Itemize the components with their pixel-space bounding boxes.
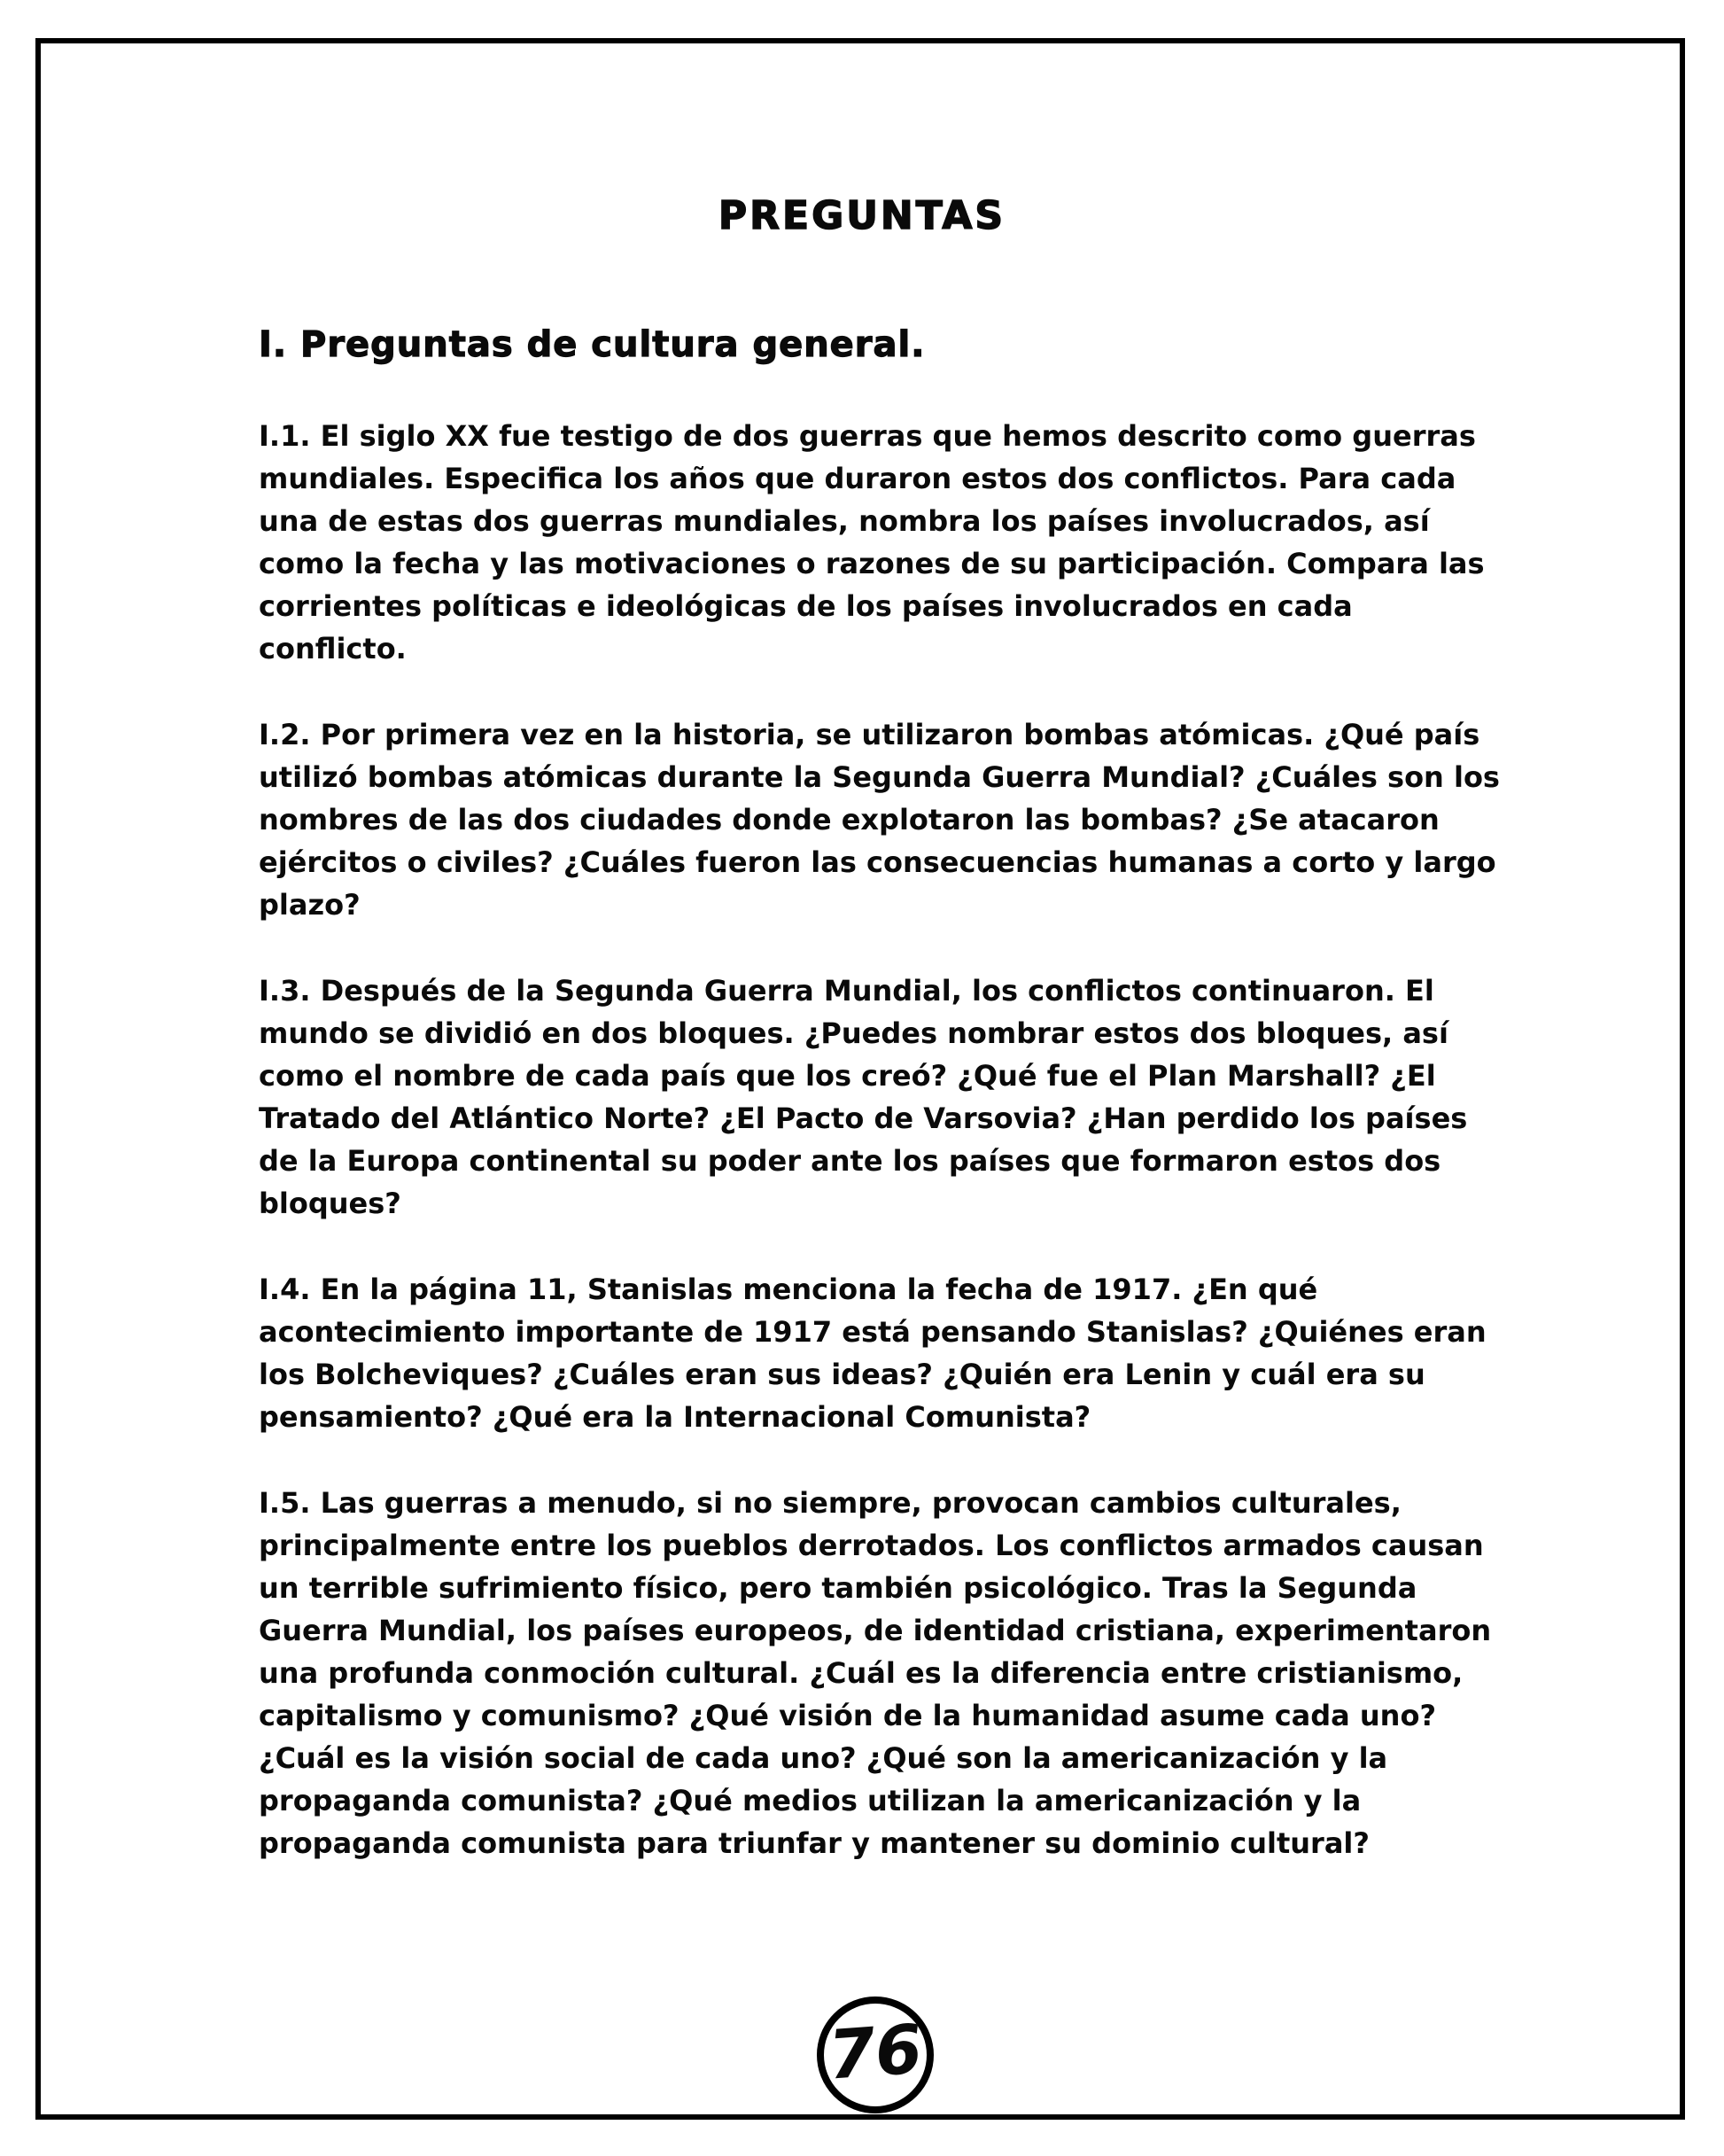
question-paragraph-2: I.2. Por primera vez en la historia, se utilizaron bombas atómicas. ¿Qué país utilizó bombas atómicas durante la Segunda Guerra Mundial? ¿Cuáles son los nombres de las dos ciudades donde explotaron las bombas? ¿Se atacaron ejércitos o civiles? ¿Cuáles fueron las consecuencias humanas a corto y largo plazo? <box>259 718 1500 922</box>
question-paragraph-4: I.4. En la página 11, Stanislas menciona la fecha de 1917. ¿En qué acontecimiento importante de 1917 está pensando Stanislas? ¿Quiénes eran los Bolcheviques? ¿Cuáles eran sus ideas? ¿Quién era Lenin y cuál era su pensamiento? ¿Qué era la Internacional Comunista? <box>259 1273 1487 1434</box>
page-title: PREGUNTAS <box>718 193 1006 238</box>
section-heading: I. Preguntas de cultura general. <box>259 324 926 365</box>
question-paragraph-1: I.1. El siglo XX fue testigo de dos guerras que hemos descrito como guerras mundiales. Especifica los años que duraron estos dos conflictos. Para cada una de estas dos guerras mundiales, nombra los países involucrados, así como la fecha y las motivaciones o razones de su participación. Compara las corrientes políticas e ideológicas de los países involucrados en cada conflicto. <box>259 419 1485 665</box>
question-paragraph-5: I.5. Las guerras a menudo, si no siempre, provocan cambios culturales, principalmente entre los pueblos derrotados. Los conflictos armados causan un terrible sufrimiento físico, pero también psicológico. Tras la Segunda Guerra Mundial, los países europeos, de identidad cristiana, experimentaron una profunda conmoción cultural. ¿Cuál es la diferencia entre cristianismo, capitalismo y comunismo? ¿Qué visión de la humanidad asume cada uno? ¿Cuál es la visión social de cada uno? ¿Qué son la americanización y la propaganda comunista? ¿Qué medios utilizan la americanización y la propaganda comunista para triunfar y mantener su dominio cultural? <box>259 1486 1492 1860</box>
question-paragraph-3: I.3. Después de la Segunda Guerra Mundial, los conflictos continuaron. El mundo se dividió en dos bloques. ¿Puedes nombrar estos dos bloques, así como el nombre de cada país que los creó? ¿Qué fue el Plan Marshall? ¿El Tratado del Atlántico Norte? ¿El Pacto de Varsovia? ¿Han perdido los países de la Europa continental su poder ante los países que formaron estos dos bloques? <box>259 974 1468 1220</box>
questions-list <box>259 415 1506 1908</box>
page-number: 76 <box>826 2009 925 2095</box>
page-number-badge <box>817 1996 934 2113</box>
